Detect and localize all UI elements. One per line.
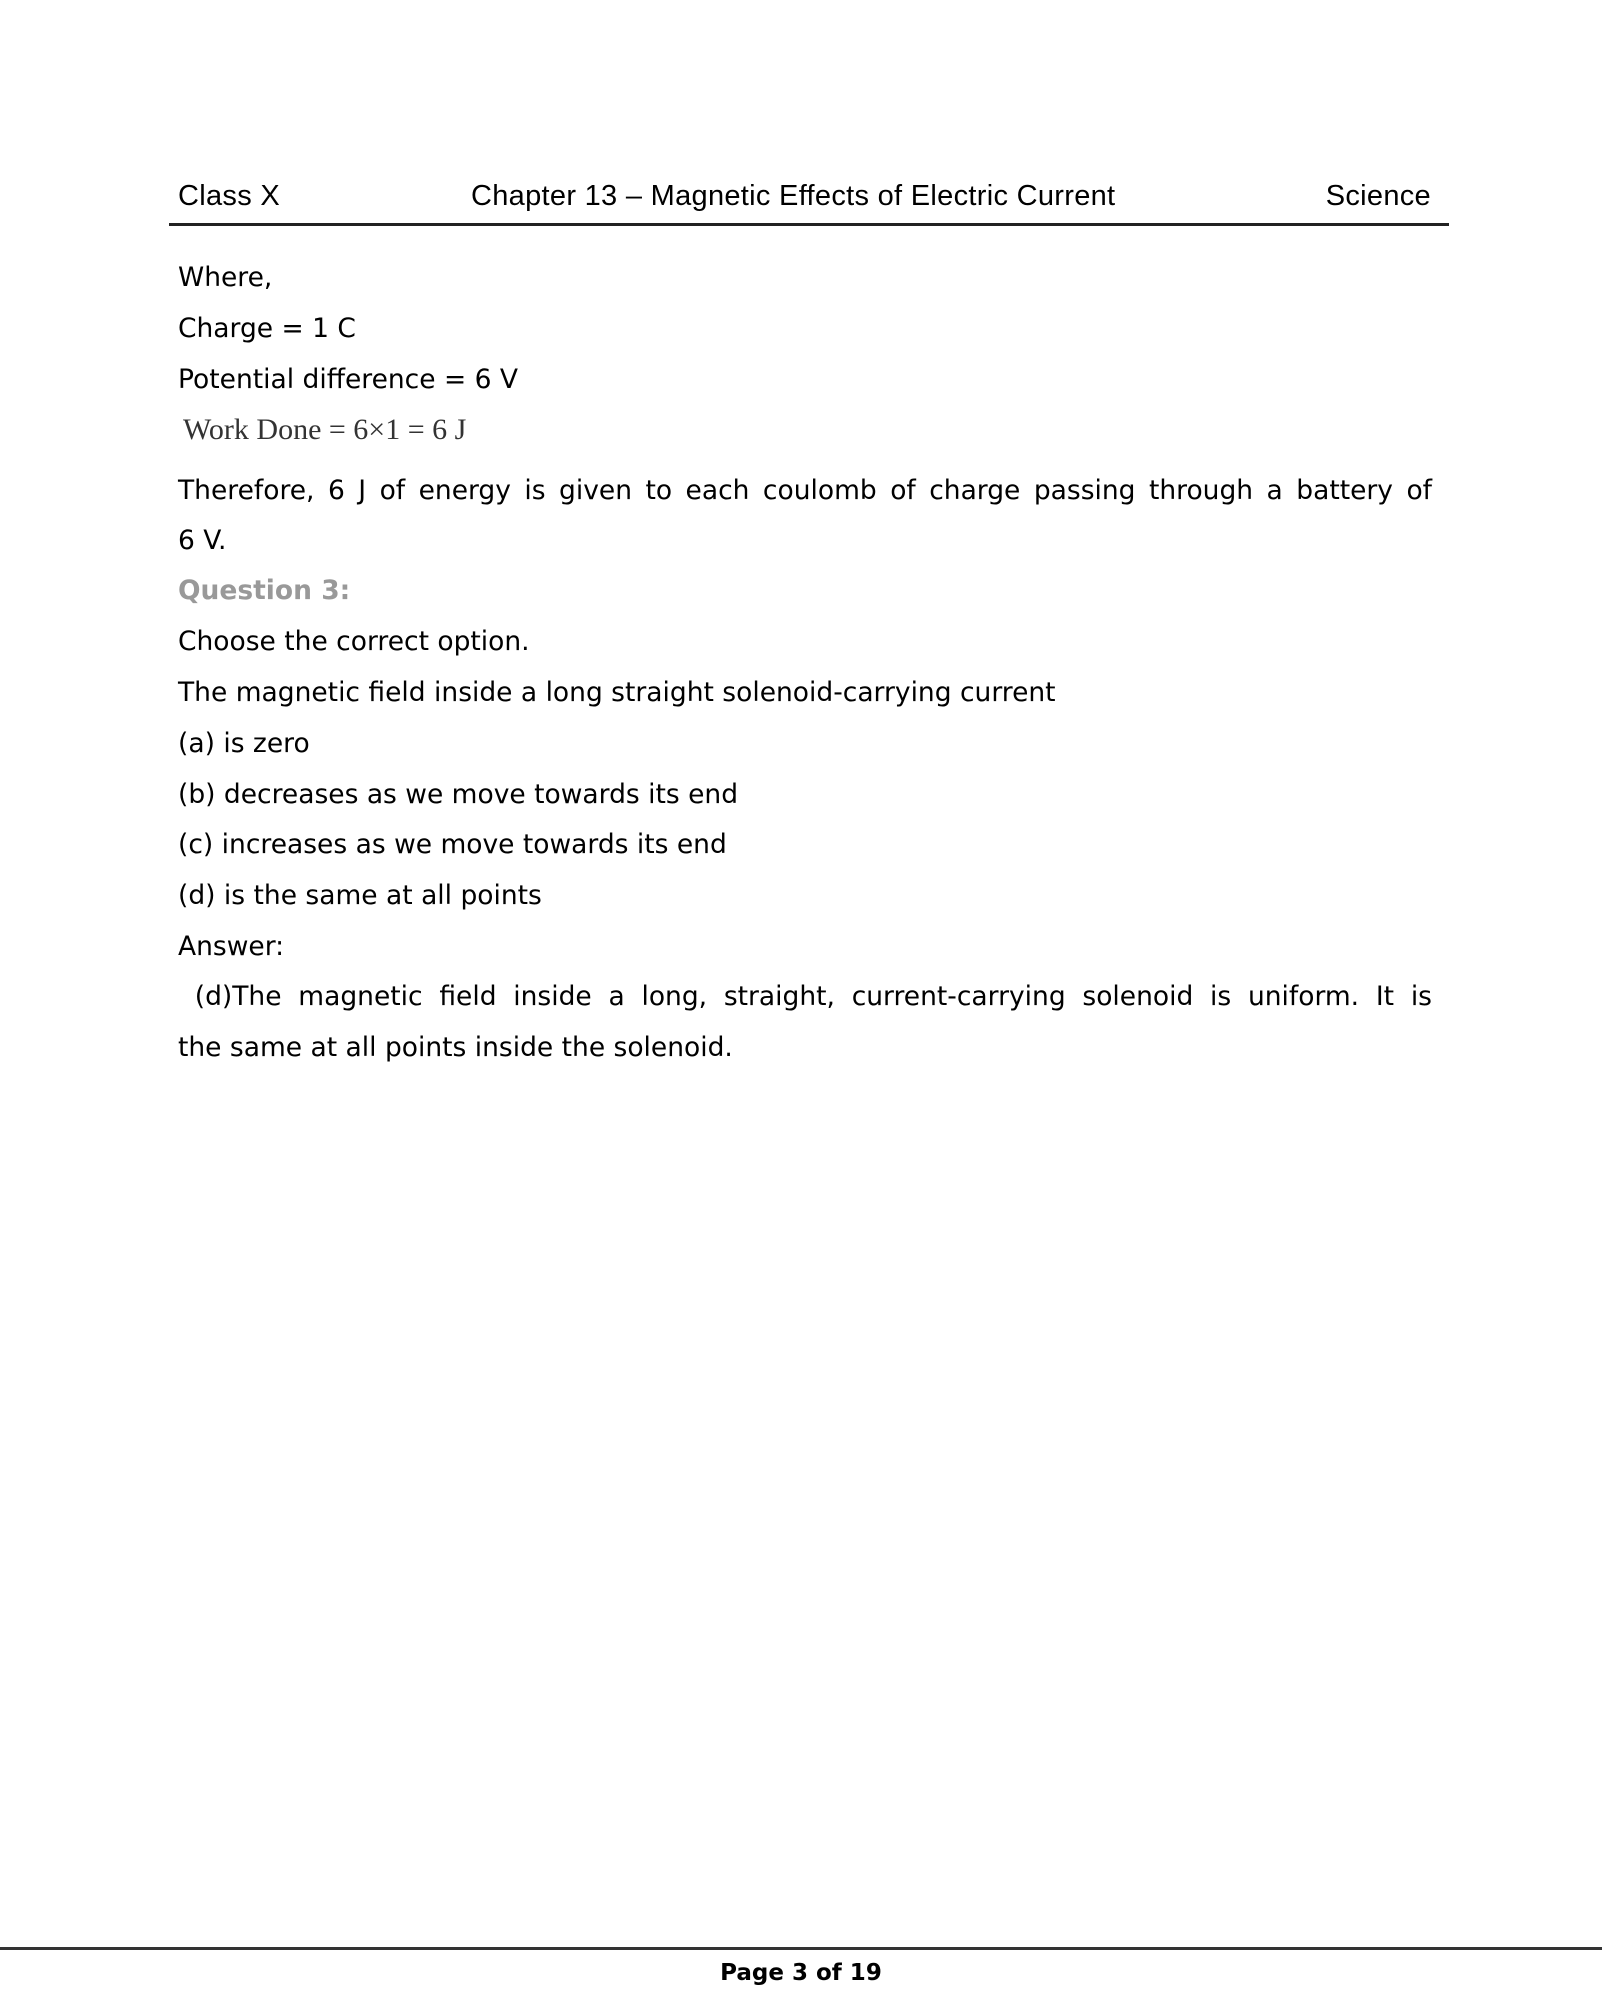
answer-label: Answer: xyxy=(178,931,285,962)
header-divider xyxy=(169,223,1449,226)
header-class: Class X xyxy=(178,180,281,212)
header-subject: Science xyxy=(1325,180,1431,212)
footer-divider xyxy=(0,1947,1602,1950)
therefore-line-1: Therefore, 6 J of energy is given to each coulomb of charge passing through a battery of xyxy=(178,475,1432,506)
option-b: (b) decreases as we move towards its end xyxy=(178,779,739,810)
work-done-equation: Work Done = 6×1 = 6 J xyxy=(183,413,467,446)
answer-line-2: the same at all points inside the solenoid. xyxy=(178,1032,733,1063)
answer-line-1: (d)The magnetic field inside a long, straight, current-carrying solenoid is uniform. It is xyxy=(178,981,1432,1012)
option-a: (a) is zero xyxy=(178,728,310,759)
instruction-text: Choose the correct option. xyxy=(178,626,530,657)
question-text: The magnetic field inside a long straight solenoid-carrying current xyxy=(178,677,1056,708)
where-text: Where, xyxy=(178,262,273,293)
question-heading: Question 3: xyxy=(178,575,351,606)
header-chapter: Chapter 13 – Magnetic Effects of Electric Current xyxy=(471,180,1116,212)
charge-text: Charge = 1 C xyxy=(178,313,356,344)
option-c: (c) increases as we move towards its end xyxy=(178,829,727,860)
page-number: Page 3 of 19 xyxy=(720,1960,882,1986)
option-d: (d) is the same at all points xyxy=(178,880,542,911)
potential-text: Potential difference = 6 V xyxy=(178,364,519,395)
therefore-line-2: 6 V. xyxy=(178,525,227,556)
